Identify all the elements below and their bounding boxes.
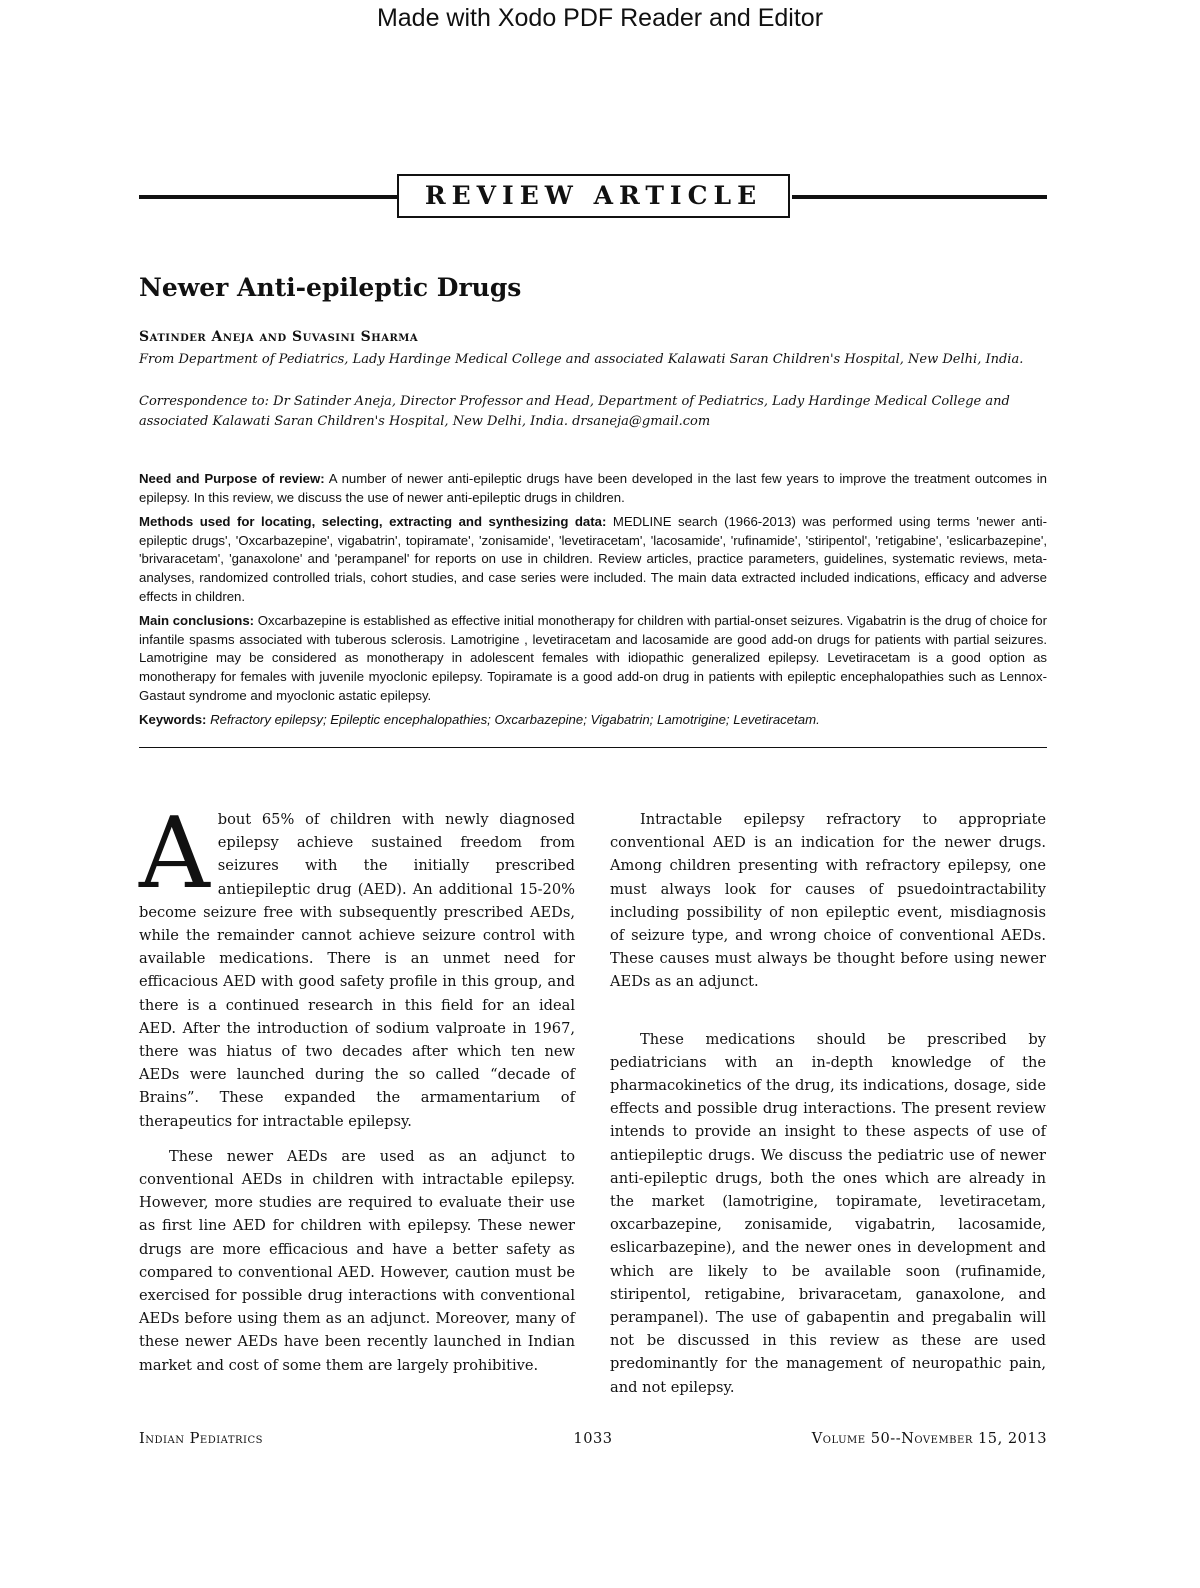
- body-column-left: [139, 797, 575, 1389]
- keywords-text: Refractory epilepsy; Epileptic encephalopathies; Oxcarbazepine; Vigabatrin; Lamotrigine; Levetiracetam.: [206, 712, 820, 728]
- banner-rule-right: [792, 195, 1047, 199]
- journal-name: Indian Pediatrics: [139, 1430, 264, 1447]
- banner-rule-left: [139, 195, 397, 199]
- body-paragraph: These medications should be prescribed by pediatricians with an in-depth knowledge of the pharmacokinetics of the drug, its indications, dosage, side effects and possible drug interactions. The present review intends to provide an insight to these aspects of use of antiepileptic drugs. We discuss the pediatric use of newer anti-epileptic drugs, both the ones which are already in the market (lamotrigine, topiramate, levetiracetam, oxcarbazepine, zonisamide, vigabatrin, lacosamide, eslicarbazepine), and the newer ones in development and which are likely to be available soon (rufinamide, stiripentol, retigabine, brivaracetam, ganaxolone, and perampanel). The use of gabapentin and pregabalin will not be discussed in this review as these are used predominantly for the management of neuropathic pain, and not epilepsy.: [610, 1030, 1046, 1396]
- abstract-divider: [139, 747, 1047, 748]
- body-paragraph: [139, 797, 575, 1133]
- paragraph-text: bout 65% of children with newly diagnosed epilepsy achieve sustained freedom from seizures with the initially prescribed antiepileptic drug (AED). An additional 15-20% become seizure free with subsequently prescribed AEDs, while the remainder cannot achieve seizure control with available medications. There is an unmet need for efficacious AED with good safety profile in this group, and there is a continued research in this field for an ideal AED. After the introduction of sodium valproate in 1967, there was hiatus of two decades after which ten new AEDs were launched during the so called “decade of Brains”. These expanded the armamentarium of therapeutics for intractable epilepsy.: [139, 811, 575, 1130]
- page-footer: [139, 1430, 1047, 1452]
- body-paragraph: These newer AEDs are used as an adjunct to conventional AEDs in children with intractable epilepsy. However, more studies are required to evaluate their use as first line AED for children with epilepsy. These newer drugs are more efficacious and have a better safety as compared to conventional AED. However, caution must be exercised for possible drug interactions with conventional AEDs before using them as an adjunct. Moreover, many of these newer AEDs have been recently launched in Indian market and cost of some them are largely prohibitive.: [139, 1147, 575, 1374]
- article-type-label: REVIEW ARTICLE: [397, 174, 790, 218]
- methods-label: Methods used for locating, selecting, extracting and synthesizing data:: [139, 514, 607, 530]
- article-title: Newer Anti-epileptic Drugs: [139, 273, 522, 302]
- conclusions-text: Oxcarbazepine is established as effective initial monotherapy for children with partial-onset seizures. Vigabatrin is the drug of choice for infantile spasms associated with tuberous sclerosis. Lamotrigine , levetiracetam and lacosamide are good add-on drugs for patients with partial seizures. Lamotrigine may be considered as monotherapy in adolescent females with idiopathic generalized epilepsy. Levetiracetam is a good option as monotherapy for females with juvenile myoclonic epilepsy. Topiramate is a good add-on drug in patients with epileptic encephalopathies such as Lennox-Gastaut syndrome and myoclonic astatic epilepsy.: [139, 613, 1047, 703]
- methods-text: MEDLINE search (1966-2013) was performed using terms 'newer anti-epileptic drugs', 'Oxcarbazepine', vigabatrin', topiramate', 'zonisamide', 'levetiracetam', 'lacosamide', 'rufinamide', 'stiripentol', 'retigabine', 'eslicarbazepine', 'brivaracetam', 'ganaxolone' and 'perampanel' for reports on use in children. Review articles, practice parameters, guidelines, systematic reviews, meta-analyses, randomized controlled trials, cohort studies, and case series were included. The main data extracted included indications, efficacy and adverse effects in children.: [139, 514, 1047, 604]
- body-column-right: [610, 808, 1046, 1411]
- article-authors: Satinder Aneja and Suvasini Sharma: [139, 329, 419, 345]
- keywords-label: Keywords:: [139, 712, 207, 728]
- need-text: A number of newer anti-epileptic drugs have been developed in the last few years to improve the treatment outcomes in epilepsy. In this review, we discuss the use of newer anti-epileptic drugs in children.: [139, 471, 1047, 505]
- volume-date: Volume 50--November 15, 2013: [811, 1430, 1047, 1447]
- abstract-need: [139, 470, 1047, 507]
- conclusions-label: Main conclusions:: [139, 613, 255, 629]
- abstract-conclusions: [139, 612, 1047, 705]
- abstract-keywords: [139, 711, 1047, 730]
- page-number: 1033: [573, 1430, 613, 1447]
- correspondence: Correspondence to: Dr Satinder Aneja, Director Professor and Head, Department of Pediatrics, Lady Hardinge Medical College and associated Kalawati Saran Children's Hospital, New Delhi, India. drsaneja@gmail.com: [139, 394, 1010, 429]
- article-type-banner: [139, 174, 1047, 222]
- body-paragraph: Intractable epilepsy refractory to appropriate conventional AED is an indication for the newer drugs. Among children presenting with refractory epilepsy, one must always look for causes of psuedointractability including possibility of non epileptic event, misdiagnosis of seizure type, and wrong choice of conventional AEDs. These causes must always be thought before using newer AEDs as an adjunct.: [610, 811, 1046, 991]
- watermark-text: Made with Xodo PDF Reader and Editor: [376, 4, 824, 32]
- abstract: [139, 470, 1047, 736]
- abstract-methods: [139, 513, 1047, 606]
- drop-cap: A: [139, 797, 210, 911]
- need-label: Need and Purpose of review:: [139, 471, 325, 486]
- author-affiliation: From Department of Pediatrics, Lady Hardinge Medical College and associated Kalawati Saran Children's Hospital, New Delhi, India.: [139, 352, 1024, 367]
